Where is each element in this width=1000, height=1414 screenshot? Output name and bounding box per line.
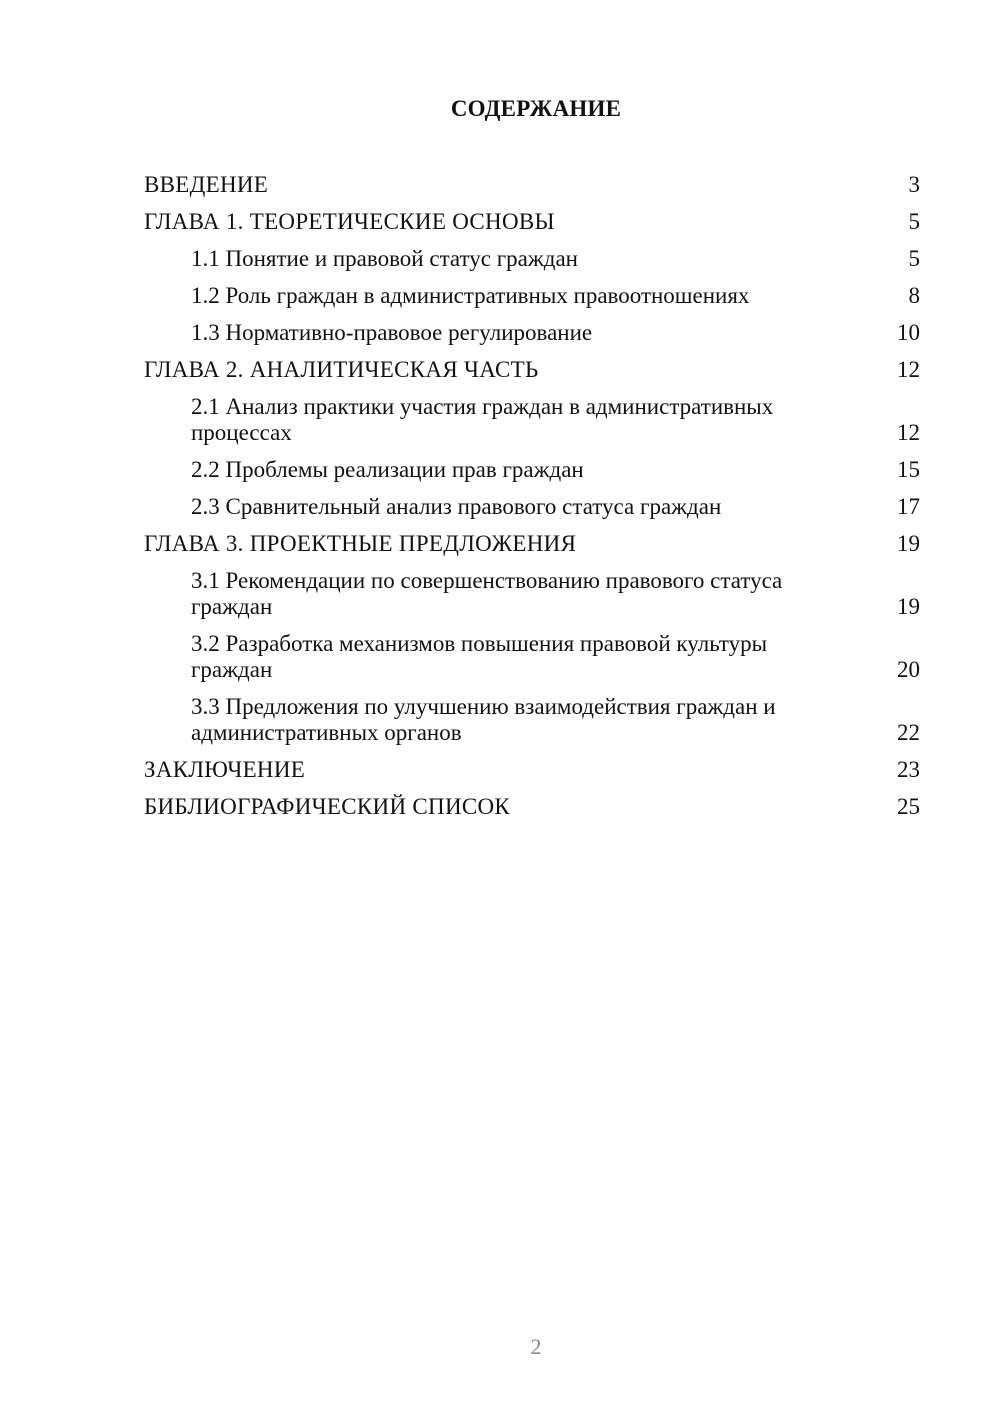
toc-entry-page: 10 [897, 320, 920, 345]
toc-entry-page: 25 [897, 794, 920, 819]
toc-entry [144, 694, 920, 746]
toc-entry-label: 3.2 Разработка механизмов повышения правовой культуры граждан [191, 631, 768, 682]
toc-entry-label: 3.1 Рекомендации по совершенствованию правового статуса граждан [191, 568, 783, 619]
toc-entry-page: 23 [897, 757, 920, 782]
toc-entry-page: 17 [897, 494, 920, 519]
toc-entry [144, 246, 920, 272]
toc-entry [144, 568, 920, 620]
toc-entry-label: ГЛАВА 1. ТЕОРЕТИЧЕСКИЕ ОСНОВЫ [144, 209, 555, 234]
toc-entry-page: 8 [908, 283, 920, 308]
page-title: СОДЕРЖАНИЕ [450, 96, 622, 121]
toc-entry-label: 1.2 Роль граждан в административных правоотношениях [191, 283, 750, 308]
toc-entry-page: 22 [897, 720, 920, 745]
toc-entry-label: 1.1 Понятие и правовой статус граждан [191, 246, 578, 271]
toc-entry-label: БИБЛИОГРАФИЧЕСКИЙ СПИСОК [144, 794, 511, 819]
toc-entry [144, 209, 920, 235]
toc-entry [144, 457, 920, 483]
toc-entry-label: 2.3 Сравнительный анализ правового статуса граждан [191, 494, 722, 519]
toc-entry [144, 631, 920, 683]
table-of-contents [144, 168, 920, 820]
toc-entry-page: 12 [897, 420, 920, 445]
toc-entry-label: 2.2 Проблемы реализации прав граждан [191, 457, 584, 482]
toc-entry-page: 20 [897, 657, 920, 682]
toc-entry-page: 3 [908, 172, 920, 197]
toc-entry [144, 757, 920, 783]
toc-entry-label: ГЛАВА 2. АНАЛИТИЧЕСКАЯ ЧАСТЬ [144, 357, 539, 382]
toc-entry-label: 2.1 Анализ практики участия граждан в административных процессах [191, 394, 774, 445]
toc-entry-page: 19 [897, 531, 920, 556]
toc-entry-page: 5 [908, 209, 920, 234]
toc-entry-label: ГЛАВА 3. ПРОЕКТНЫЕ ПРЕДЛОЖЕНИЯ [144, 531, 577, 556]
toc-entry-label: ВВЕДЕНИЕ [144, 172, 269, 197]
toc-entry [144, 394, 920, 446]
page-number: 2 [530, 1334, 542, 1359]
toc-entry [144, 320, 920, 346]
toc-entry-label: 3.3 Предложения по улучшению взаимодействия граждан и административных органов [191, 694, 776, 745]
toc-entry-label: ЗАКЛЮЧЕНИЕ [144, 757, 306, 782]
toc-entry [144, 283, 920, 309]
toc-entry-page: 5 [908, 246, 920, 271]
toc-entry [144, 794, 920, 820]
toc-entry-page: 15 [897, 457, 920, 482]
toc-entry [144, 531, 920, 557]
toc-entry-page: 12 [897, 357, 920, 382]
toc-entry-page: 19 [897, 594, 920, 619]
toc-entry-label: 1.3 Нормативно-правовое регулирование [191, 320, 593, 345]
toc-entry [144, 172, 920, 198]
toc-entry [144, 494, 920, 520]
toc-entry [144, 357, 920, 383]
